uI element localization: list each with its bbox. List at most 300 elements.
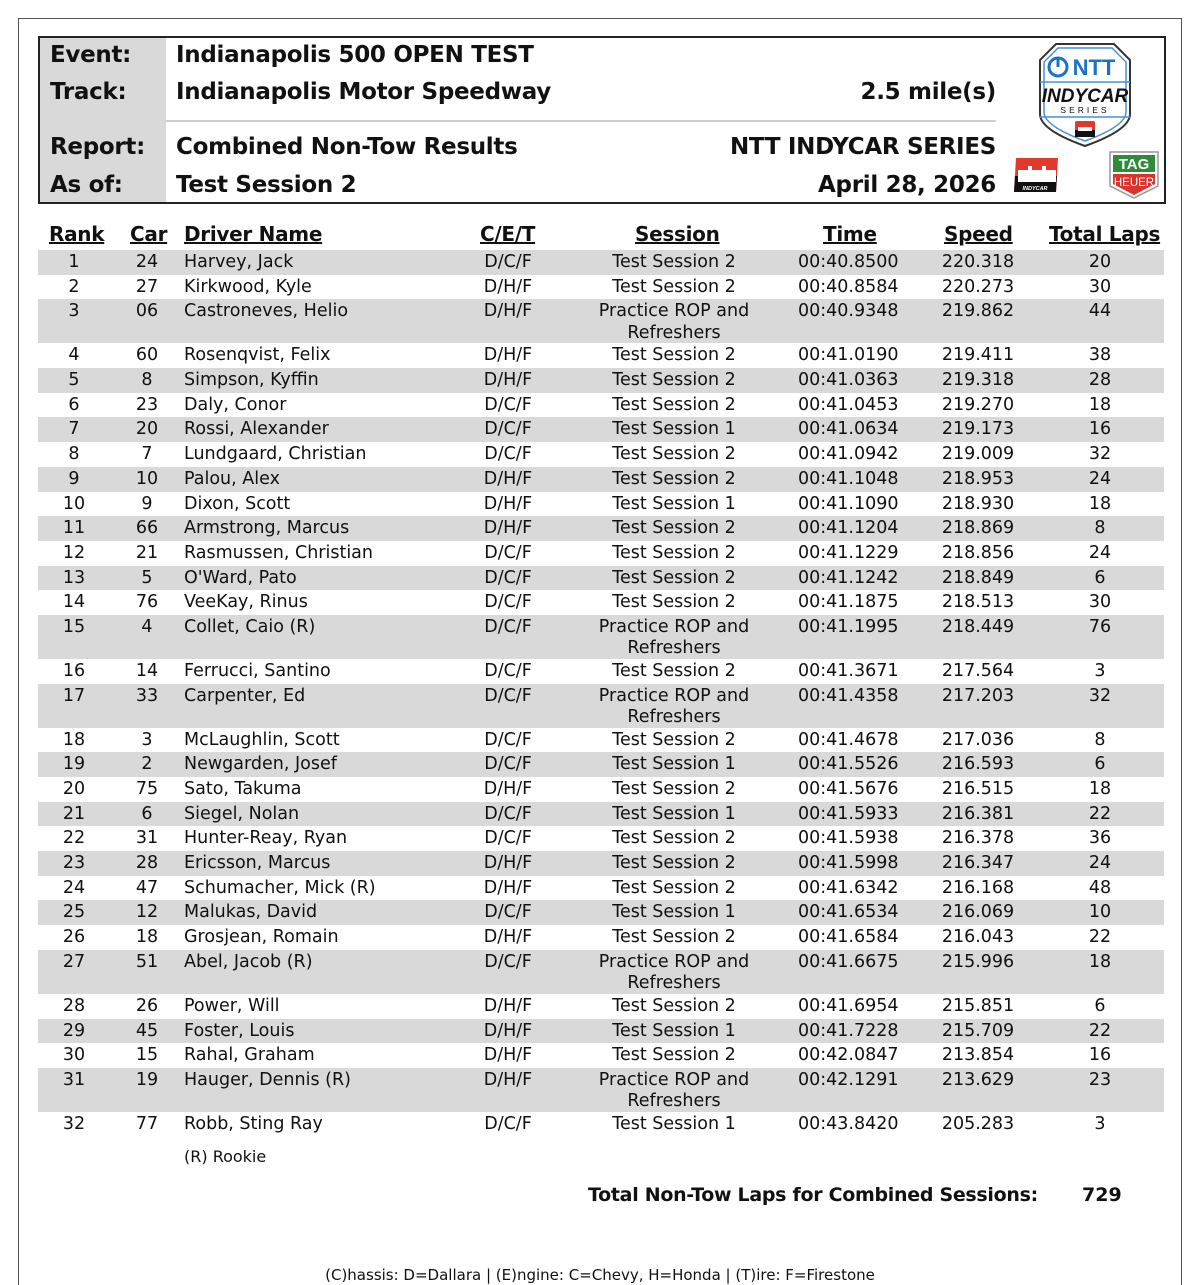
table-row bbox=[38, 299, 1164, 343]
table-row bbox=[38, 615, 1164, 659]
cell-cet: D/H/F bbox=[483, 877, 533, 898]
cell-driver: Harvey, Jack bbox=[184, 252, 294, 272]
cell-time: 00:41.0453 bbox=[798, 394, 899, 415]
svg-text:HEUER: HEUER bbox=[1113, 177, 1155, 189]
table-header-row bbox=[38, 222, 1164, 250]
cell-rank: 30 bbox=[62, 1045, 86, 1066]
cell-time: 00:41.1229 bbox=[798, 542, 899, 563]
table-row bbox=[38, 684, 1164, 728]
cell-total-laps: 20 bbox=[1088, 252, 1112, 272]
column-header-rank: Rank bbox=[49, 222, 105, 246]
cell-car: 33 bbox=[135, 685, 159, 706]
cell-car: 60 bbox=[135, 345, 159, 366]
cell-rank: 14 bbox=[62, 592, 86, 613]
cell-rank: 32 bbox=[62, 1113, 86, 1134]
cell-driver: Rossi, Alexander bbox=[184, 419, 329, 440]
cell-speed: 218.869 bbox=[941, 518, 1015, 539]
cell-total-laps: 6 bbox=[1094, 995, 1106, 1016]
cell-speed: 219.862 bbox=[941, 301, 1015, 322]
cell-session: Test Session 1 bbox=[612, 1113, 736, 1134]
cell-speed: 215.851 bbox=[941, 995, 1015, 1016]
cell-rank: 7 bbox=[68, 419, 80, 440]
cell-session: Test Session 1 bbox=[612, 1020, 736, 1041]
cell-cet: D/C/F bbox=[484, 902, 532, 923]
table-row bbox=[38, 368, 1164, 393]
cell-total-laps: 32 bbox=[1088, 444, 1112, 465]
cell-time: 00:41.1875 bbox=[798, 592, 899, 613]
cell-speed: 213.629 bbox=[941, 1069, 1015, 1090]
cell-rank: 17 bbox=[62, 685, 86, 706]
cell-session: Test Session 1 bbox=[612, 902, 736, 923]
table-row bbox=[38, 590, 1164, 615]
cell-rank: 2 bbox=[68, 276, 80, 297]
cell-speed: 216.593 bbox=[941, 754, 1015, 775]
cell-time: 00:41.1048 bbox=[798, 468, 899, 489]
cell-cet: D/H/F bbox=[483, 345, 533, 366]
cell-speed: 215.709 bbox=[941, 1020, 1015, 1041]
svg-text:INDYCAR: INDYCAR bbox=[1022, 186, 1048, 192]
cell-time: 00:41.1204 bbox=[798, 518, 899, 539]
cell-total-laps: 22 bbox=[1088, 927, 1112, 948]
cell-rank: 18 bbox=[62, 729, 86, 750]
cell-total-laps: 18 bbox=[1088, 951, 1112, 972]
cell-driver: Lundgaard, Christian bbox=[184, 444, 367, 465]
cell-time: 00:41.6534 bbox=[798, 902, 899, 923]
cell-speed: 216.069 bbox=[941, 902, 1015, 923]
cell-speed: 213.854 bbox=[941, 1045, 1015, 1066]
cell-total-laps: 3 bbox=[1094, 1113, 1106, 1134]
cell-cet: D/H/F bbox=[483, 276, 533, 297]
cell-car: 26 bbox=[135, 995, 159, 1016]
cell-car: 31 bbox=[135, 828, 159, 849]
cell-speed: 216.515 bbox=[941, 779, 1015, 799]
cell-cet: D/H/F bbox=[483, 518, 533, 539]
table-row bbox=[38, 442, 1164, 467]
cell-session: Practice ROP and Refreshers bbox=[598, 951, 750, 994]
cell-session: Test Session 2 bbox=[612, 468, 736, 489]
cell-car: 51 bbox=[135, 951, 159, 972]
cell-rank: 23 bbox=[62, 853, 86, 874]
cell-session: Practice ROP and Refreshers bbox=[598, 616, 750, 659]
cell-rank: 6 bbox=[68, 394, 80, 415]
track-length: 2.5 mile(s) bbox=[860, 79, 996, 105]
cell-time: 00:41.7228 bbox=[798, 1020, 899, 1041]
cell-speed: 218.930 bbox=[941, 493, 1015, 514]
cell-cet: D/C/F bbox=[484, 828, 532, 849]
cell-car: 14 bbox=[135, 660, 159, 681]
cell-total-laps: 44 bbox=[1088, 301, 1112, 322]
cell-speed: 218.856 bbox=[941, 542, 1015, 563]
cell-speed: 218.849 bbox=[941, 567, 1015, 588]
cell-car: 77 bbox=[135, 1113, 159, 1134]
cell-time: 00:41.5933 bbox=[798, 803, 899, 824]
cell-total-laps: 30 bbox=[1088, 276, 1112, 297]
cell-total-laps: 28 bbox=[1088, 370, 1112, 391]
cell-speed: 219.270 bbox=[941, 394, 1015, 415]
cell-driver: Simpson, Kyffin bbox=[184, 370, 319, 391]
cell-session: Test Session 2 bbox=[612, 660, 736, 681]
cell-driver: McLaughlin, Scott bbox=[184, 729, 340, 750]
cell-time: 00:41.5526 bbox=[798, 754, 899, 775]
cell-cet: D/C/F bbox=[484, 660, 532, 681]
cell-driver: Rahal, Graham bbox=[184, 1045, 315, 1066]
cell-rank: 27 bbox=[62, 951, 86, 972]
table-body bbox=[38, 250, 1164, 1137]
cell-time: 00:41.1242 bbox=[798, 567, 899, 588]
table-row bbox=[38, 467, 1164, 492]
cell-session: Practice ROP and Refreshers bbox=[598, 301, 750, 343]
table-row bbox=[38, 925, 1164, 950]
cell-speed: 217.036 bbox=[941, 729, 1015, 750]
cell-driver: Collet, Caio (R) bbox=[184, 616, 316, 637]
total-laps-label: Total Non-Tow Laps for Combined Sessions: bbox=[588, 1184, 1038, 1206]
cell-cet: D/C/F bbox=[484, 252, 532, 272]
cell-cet: D/C/F bbox=[484, 616, 532, 637]
table-row bbox=[38, 417, 1164, 442]
cell-total-laps: 22 bbox=[1088, 1020, 1112, 1041]
cell-session: Test Session 1 bbox=[612, 493, 736, 514]
cell-driver: Robb, Sting Ray bbox=[184, 1113, 323, 1134]
cell-time: 00:41.0363 bbox=[798, 370, 899, 391]
cell-car: 18 bbox=[135, 927, 159, 948]
cell-session: Test Session 2 bbox=[612, 252, 736, 272]
table-row bbox=[38, 1112, 1164, 1137]
cell-speed: 205.283 bbox=[941, 1113, 1015, 1134]
cell-session: Test Session 2 bbox=[612, 542, 736, 563]
cell-total-laps: 6 bbox=[1094, 754, 1106, 775]
as-of-label: As of: bbox=[50, 172, 123, 198]
table-row bbox=[38, 275, 1164, 300]
cell-driver: Hunter-Reay, Ryan bbox=[184, 828, 348, 849]
cell-rank: 11 bbox=[62, 518, 86, 539]
cell-total-laps: 10 bbox=[1088, 902, 1112, 923]
table-row bbox=[38, 826, 1164, 851]
cell-time: 00:41.6675 bbox=[798, 951, 899, 972]
cell-session: Test Session 2 bbox=[612, 592, 736, 613]
cell-driver: O'Ward, Pato bbox=[184, 567, 297, 588]
indycar-badge-logo-icon bbox=[1012, 156, 1062, 196]
cell-car: 9 bbox=[141, 493, 153, 514]
cell-rank: 12 bbox=[62, 542, 86, 563]
cell-speed: 216.043 bbox=[941, 927, 1015, 948]
cell-rank: 19 bbox=[62, 754, 86, 775]
cell-driver: Armstrong, Marcus bbox=[184, 518, 350, 539]
cell-cet: D/H/F bbox=[483, 779, 533, 799]
cell-total-laps: 18 bbox=[1088, 493, 1112, 514]
cell-session: Test Session 2 bbox=[612, 995, 736, 1016]
table-row bbox=[38, 566, 1164, 591]
cell-rank: 29 bbox=[62, 1020, 86, 1041]
cell-speed: 216.347 bbox=[941, 853, 1015, 874]
cell-total-laps: 24 bbox=[1088, 853, 1112, 874]
cell-driver: Sato, Takuma bbox=[184, 779, 302, 799]
cell-rank: 3 bbox=[68, 301, 80, 322]
cell-rank: 8 bbox=[68, 444, 80, 465]
cell-driver: Malukas, David bbox=[184, 902, 318, 923]
cell-time: 00:41.5938 bbox=[798, 828, 899, 849]
cell-driver: Siegel, Nolan bbox=[184, 803, 300, 824]
cell-rank: 25 bbox=[62, 902, 86, 923]
cell-total-laps: 18 bbox=[1088, 394, 1112, 415]
column-header-car: Car bbox=[130, 222, 168, 246]
cell-car: 28 bbox=[135, 853, 159, 874]
report-header bbox=[38, 36, 1166, 204]
cell-car: 24 bbox=[135, 252, 159, 272]
cell-session: Test Session 1 bbox=[612, 803, 736, 824]
cell-driver: Kirkwood, Kyle bbox=[184, 276, 312, 297]
cell-session: Test Session 2 bbox=[612, 828, 736, 849]
rookie-note: (R) Rookie bbox=[184, 1147, 267, 1166]
table-row bbox=[38, 950, 1164, 994]
svg-text:SERIES: SERIES bbox=[1060, 105, 1110, 115]
cell-time: 00:41.6584 bbox=[798, 927, 899, 948]
column-header-driver: Driver Name bbox=[184, 222, 323, 246]
table-row bbox=[38, 1068, 1164, 1112]
cell-time: 00:41.4358 bbox=[798, 685, 899, 706]
column-header-total-laps: Total Laps bbox=[1049, 222, 1161, 246]
cell-speed: 216.381 bbox=[941, 803, 1015, 824]
cell-driver: Carpenter, Ed bbox=[184, 685, 306, 706]
as-of-value: Test Session 2 bbox=[176, 172, 357, 198]
cell-time: 00:41.6954 bbox=[798, 995, 899, 1016]
cell-driver: Castroneves, Helio bbox=[184, 301, 349, 322]
cell-total-laps: 30 bbox=[1088, 592, 1112, 613]
table-row bbox=[38, 250, 1164, 275]
cell-total-laps: 16 bbox=[1088, 419, 1112, 440]
cell-session: Test Session 2 bbox=[612, 370, 736, 391]
cell-speed: 219.411 bbox=[941, 345, 1015, 366]
cell-cet: D/C/F bbox=[484, 729, 532, 750]
cell-time: 00:40.8500 bbox=[798, 252, 899, 272]
cell-cet: D/C/F bbox=[484, 592, 532, 613]
cell-cet: D/H/F bbox=[483, 927, 533, 948]
cell-speed: 216.168 bbox=[941, 877, 1015, 898]
cell-session: Practice ROP and Refreshers bbox=[598, 685, 750, 728]
cell-total-laps: 3 bbox=[1094, 660, 1106, 681]
table-row bbox=[38, 343, 1164, 368]
report-label: Report: bbox=[50, 134, 146, 160]
cell-driver: Daly, Conor bbox=[184, 394, 287, 415]
table-row bbox=[38, 541, 1164, 566]
cell-cet: D/H/F bbox=[483, 1020, 533, 1041]
cell-cet: D/H/F bbox=[483, 468, 533, 489]
cell-session: Test Session 2 bbox=[612, 729, 736, 750]
cell-session: Practice ROP and Refreshers bbox=[598, 1069, 750, 1112]
cell-car: 45 bbox=[135, 1020, 159, 1041]
header-divider bbox=[166, 120, 996, 122]
table-row bbox=[38, 728, 1164, 753]
column-header-cet: C/E/T bbox=[480, 222, 536, 246]
table-row bbox=[38, 393, 1164, 418]
cell-cet: D/C/F bbox=[484, 567, 532, 588]
cet-legend: (C)hassis: D=Dallara | (E)ngine: C=Chevy, H=Honda | (T)ire: F=Firestone bbox=[325, 1266, 875, 1284]
cell-car: 8 bbox=[141, 370, 153, 391]
cell-total-laps: 18 bbox=[1088, 779, 1112, 799]
cell-cet: D/C/F bbox=[484, 419, 532, 440]
cell-car: 6 bbox=[141, 803, 153, 824]
cell-time: 00:40.8584 bbox=[798, 276, 899, 297]
table-row bbox=[38, 659, 1164, 684]
cell-cet: D/C/F bbox=[484, 951, 532, 972]
cell-driver: VeeKay, Rinus bbox=[184, 592, 308, 613]
table-row bbox=[38, 492, 1164, 517]
cell-car: 23 bbox=[135, 394, 159, 415]
cell-speed: 217.203 bbox=[941, 685, 1015, 706]
event-name: Indianapolis 500 OPEN TEST bbox=[176, 42, 534, 68]
column-header-time: Time bbox=[823, 222, 877, 246]
cell-car: 21 bbox=[135, 542, 159, 563]
cell-car: 20 bbox=[135, 419, 159, 440]
cell-rank: 4 bbox=[68, 345, 80, 366]
cell-total-laps: 8 bbox=[1094, 729, 1106, 750]
cell-car: 2 bbox=[141, 754, 153, 775]
cell-total-laps: 24 bbox=[1088, 542, 1112, 563]
cell-car: 12 bbox=[135, 902, 159, 923]
report-name: Combined Non-Tow Results bbox=[176, 134, 518, 160]
column-header-speed: Speed bbox=[944, 222, 1013, 246]
cell-session: Test Session 2 bbox=[612, 394, 736, 415]
cell-cet: D/C/F bbox=[484, 542, 532, 563]
cell-total-laps: 22 bbox=[1088, 803, 1112, 824]
cell-driver: Ferrucci, Santino bbox=[184, 660, 331, 681]
cell-cet: D/H/F bbox=[483, 1069, 533, 1090]
cell-driver: Schumacher, Mick (R) bbox=[184, 877, 376, 898]
cell-session: Test Session 1 bbox=[612, 419, 736, 440]
cell-car: 75 bbox=[135, 779, 159, 799]
cell-time: 00:41.0942 bbox=[798, 444, 899, 465]
cell-speed: 215.996 bbox=[941, 951, 1015, 972]
cell-session: Test Session 2 bbox=[612, 853, 736, 874]
cell-driver: Ericsson, Marcus bbox=[184, 853, 331, 874]
cell-time: 00:41.5998 bbox=[798, 853, 899, 874]
cell-cet: D/H/F bbox=[483, 995, 533, 1016]
cell-total-laps: 23 bbox=[1088, 1069, 1112, 1090]
cell-session: Test Session 2 bbox=[612, 1045, 736, 1066]
cell-rank: 13 bbox=[62, 567, 86, 588]
cell-total-laps: 36 bbox=[1088, 828, 1112, 849]
column-header-session: Session bbox=[635, 222, 720, 246]
cell-driver: Rasmussen, Christian bbox=[184, 542, 373, 563]
cell-speed: 218.953 bbox=[941, 468, 1015, 489]
cell-session: Test Session 2 bbox=[612, 345, 736, 366]
cell-total-laps: 6 bbox=[1094, 567, 1106, 588]
cell-session: Test Session 2 bbox=[612, 567, 736, 588]
cell-session: Test Session 2 bbox=[612, 518, 736, 539]
table-row bbox=[38, 876, 1164, 901]
cell-speed: 216.378 bbox=[941, 828, 1015, 849]
cell-time: 00:41.0634 bbox=[798, 419, 899, 440]
track-name: Indianapolis Motor Speedway bbox=[176, 79, 551, 105]
total-laps-value: 729 bbox=[1082, 1184, 1122, 1206]
cell-total-laps: 24 bbox=[1088, 468, 1112, 489]
cell-rank: 10 bbox=[62, 493, 86, 514]
cell-speed: 219.009 bbox=[941, 444, 1015, 465]
cell-time: 00:41.1995 bbox=[798, 616, 899, 637]
cell-session: Test Session 2 bbox=[612, 877, 736, 898]
cell-cet: D/H/F bbox=[483, 1045, 533, 1066]
svg-text:INDYCAR: INDYCAR bbox=[1041, 86, 1129, 107]
cell-total-laps: 76 bbox=[1088, 616, 1112, 637]
cell-driver: Palou, Alex bbox=[184, 468, 280, 489]
table-row bbox=[38, 900, 1164, 925]
cell-car: 3 bbox=[141, 729, 153, 750]
cell-time: 00:42.0847 bbox=[798, 1045, 899, 1066]
cell-time: 00:41.6342 bbox=[798, 877, 899, 898]
cell-speed: 220.273 bbox=[941, 276, 1015, 297]
cell-speed: 218.513 bbox=[941, 592, 1015, 613]
cell-rank: 31 bbox=[62, 1069, 86, 1090]
cell-time: 00:42.1291 bbox=[798, 1069, 899, 1090]
cell-car: 27 bbox=[135, 276, 159, 297]
cell-rank: 24 bbox=[62, 877, 86, 898]
cell-rank: 1 bbox=[68, 252, 80, 272]
cell-time: 00:41.1090 bbox=[798, 493, 899, 514]
cell-rank: 22 bbox=[62, 828, 86, 849]
track-label: Track: bbox=[50, 79, 127, 105]
cell-driver: Abel, Jacob (R) bbox=[184, 951, 313, 972]
cell-car: 15 bbox=[135, 1045, 159, 1066]
cell-driver: Power, Will bbox=[184, 995, 280, 1016]
cell-cet: D/C/F bbox=[484, 754, 532, 775]
svg-text:NTT: NTT bbox=[1072, 55, 1116, 80]
cell-cet: D/C/F bbox=[484, 1113, 532, 1134]
cell-driver: Rosenqvist, Felix bbox=[184, 345, 331, 366]
cell-car: 76 bbox=[135, 592, 159, 613]
table-row bbox=[38, 752, 1164, 777]
cell-cet: D/H/F bbox=[483, 301, 533, 322]
cell-time: 00:43.8420 bbox=[798, 1113, 899, 1134]
cell-driver: Hauger, Dennis (R) bbox=[184, 1069, 351, 1090]
table-row bbox=[38, 851, 1164, 876]
cell-cet: D/C/F bbox=[484, 394, 532, 415]
cell-total-laps: 48 bbox=[1088, 877, 1112, 898]
cell-cet: D/H/F bbox=[483, 370, 533, 391]
event-label: Event: bbox=[50, 42, 132, 68]
table-row bbox=[38, 994, 1164, 1019]
svg-text:TAG: TAG bbox=[1118, 156, 1150, 173]
cell-cet: D/H/F bbox=[483, 853, 533, 874]
cell-cet: D/C/F bbox=[484, 685, 532, 706]
cell-session: Test Session 1 bbox=[612, 754, 736, 775]
cell-speed: 218.449 bbox=[941, 616, 1015, 637]
cell-car: 19 bbox=[135, 1069, 159, 1090]
cell-total-laps: 16 bbox=[1088, 1045, 1112, 1066]
cell-time: 00:40.9348 bbox=[798, 301, 899, 322]
cell-driver: Foster, Louis bbox=[184, 1020, 295, 1041]
cell-total-laps: 32 bbox=[1088, 685, 1112, 706]
cell-car: 10 bbox=[135, 468, 159, 489]
cell-time: 00:41.5676 bbox=[798, 779, 899, 799]
cell-rank: 9 bbox=[68, 468, 80, 489]
series-name: NTT INDYCAR SERIES bbox=[729, 134, 996, 160]
cell-rank: 5 bbox=[68, 370, 80, 391]
table-row bbox=[38, 1043, 1164, 1068]
cell-rank: 21 bbox=[62, 803, 86, 824]
cell-rank: 15 bbox=[62, 616, 86, 637]
cell-car: 47 bbox=[135, 877, 159, 898]
cell-speed: 219.173 bbox=[941, 419, 1015, 440]
cell-cet: D/C/F bbox=[484, 803, 532, 824]
table-row bbox=[38, 516, 1164, 541]
cell-total-laps: 8 bbox=[1094, 518, 1106, 539]
cell-time: 00:41.0190 bbox=[798, 345, 899, 366]
cell-rank: 26 bbox=[62, 927, 86, 948]
cell-speed: 220.318 bbox=[941, 252, 1015, 272]
table-row bbox=[38, 802, 1164, 827]
cell-car: 7 bbox=[141, 444, 153, 465]
cell-session: Test Session 2 bbox=[612, 444, 736, 465]
cell-total-laps: 38 bbox=[1088, 345, 1112, 366]
